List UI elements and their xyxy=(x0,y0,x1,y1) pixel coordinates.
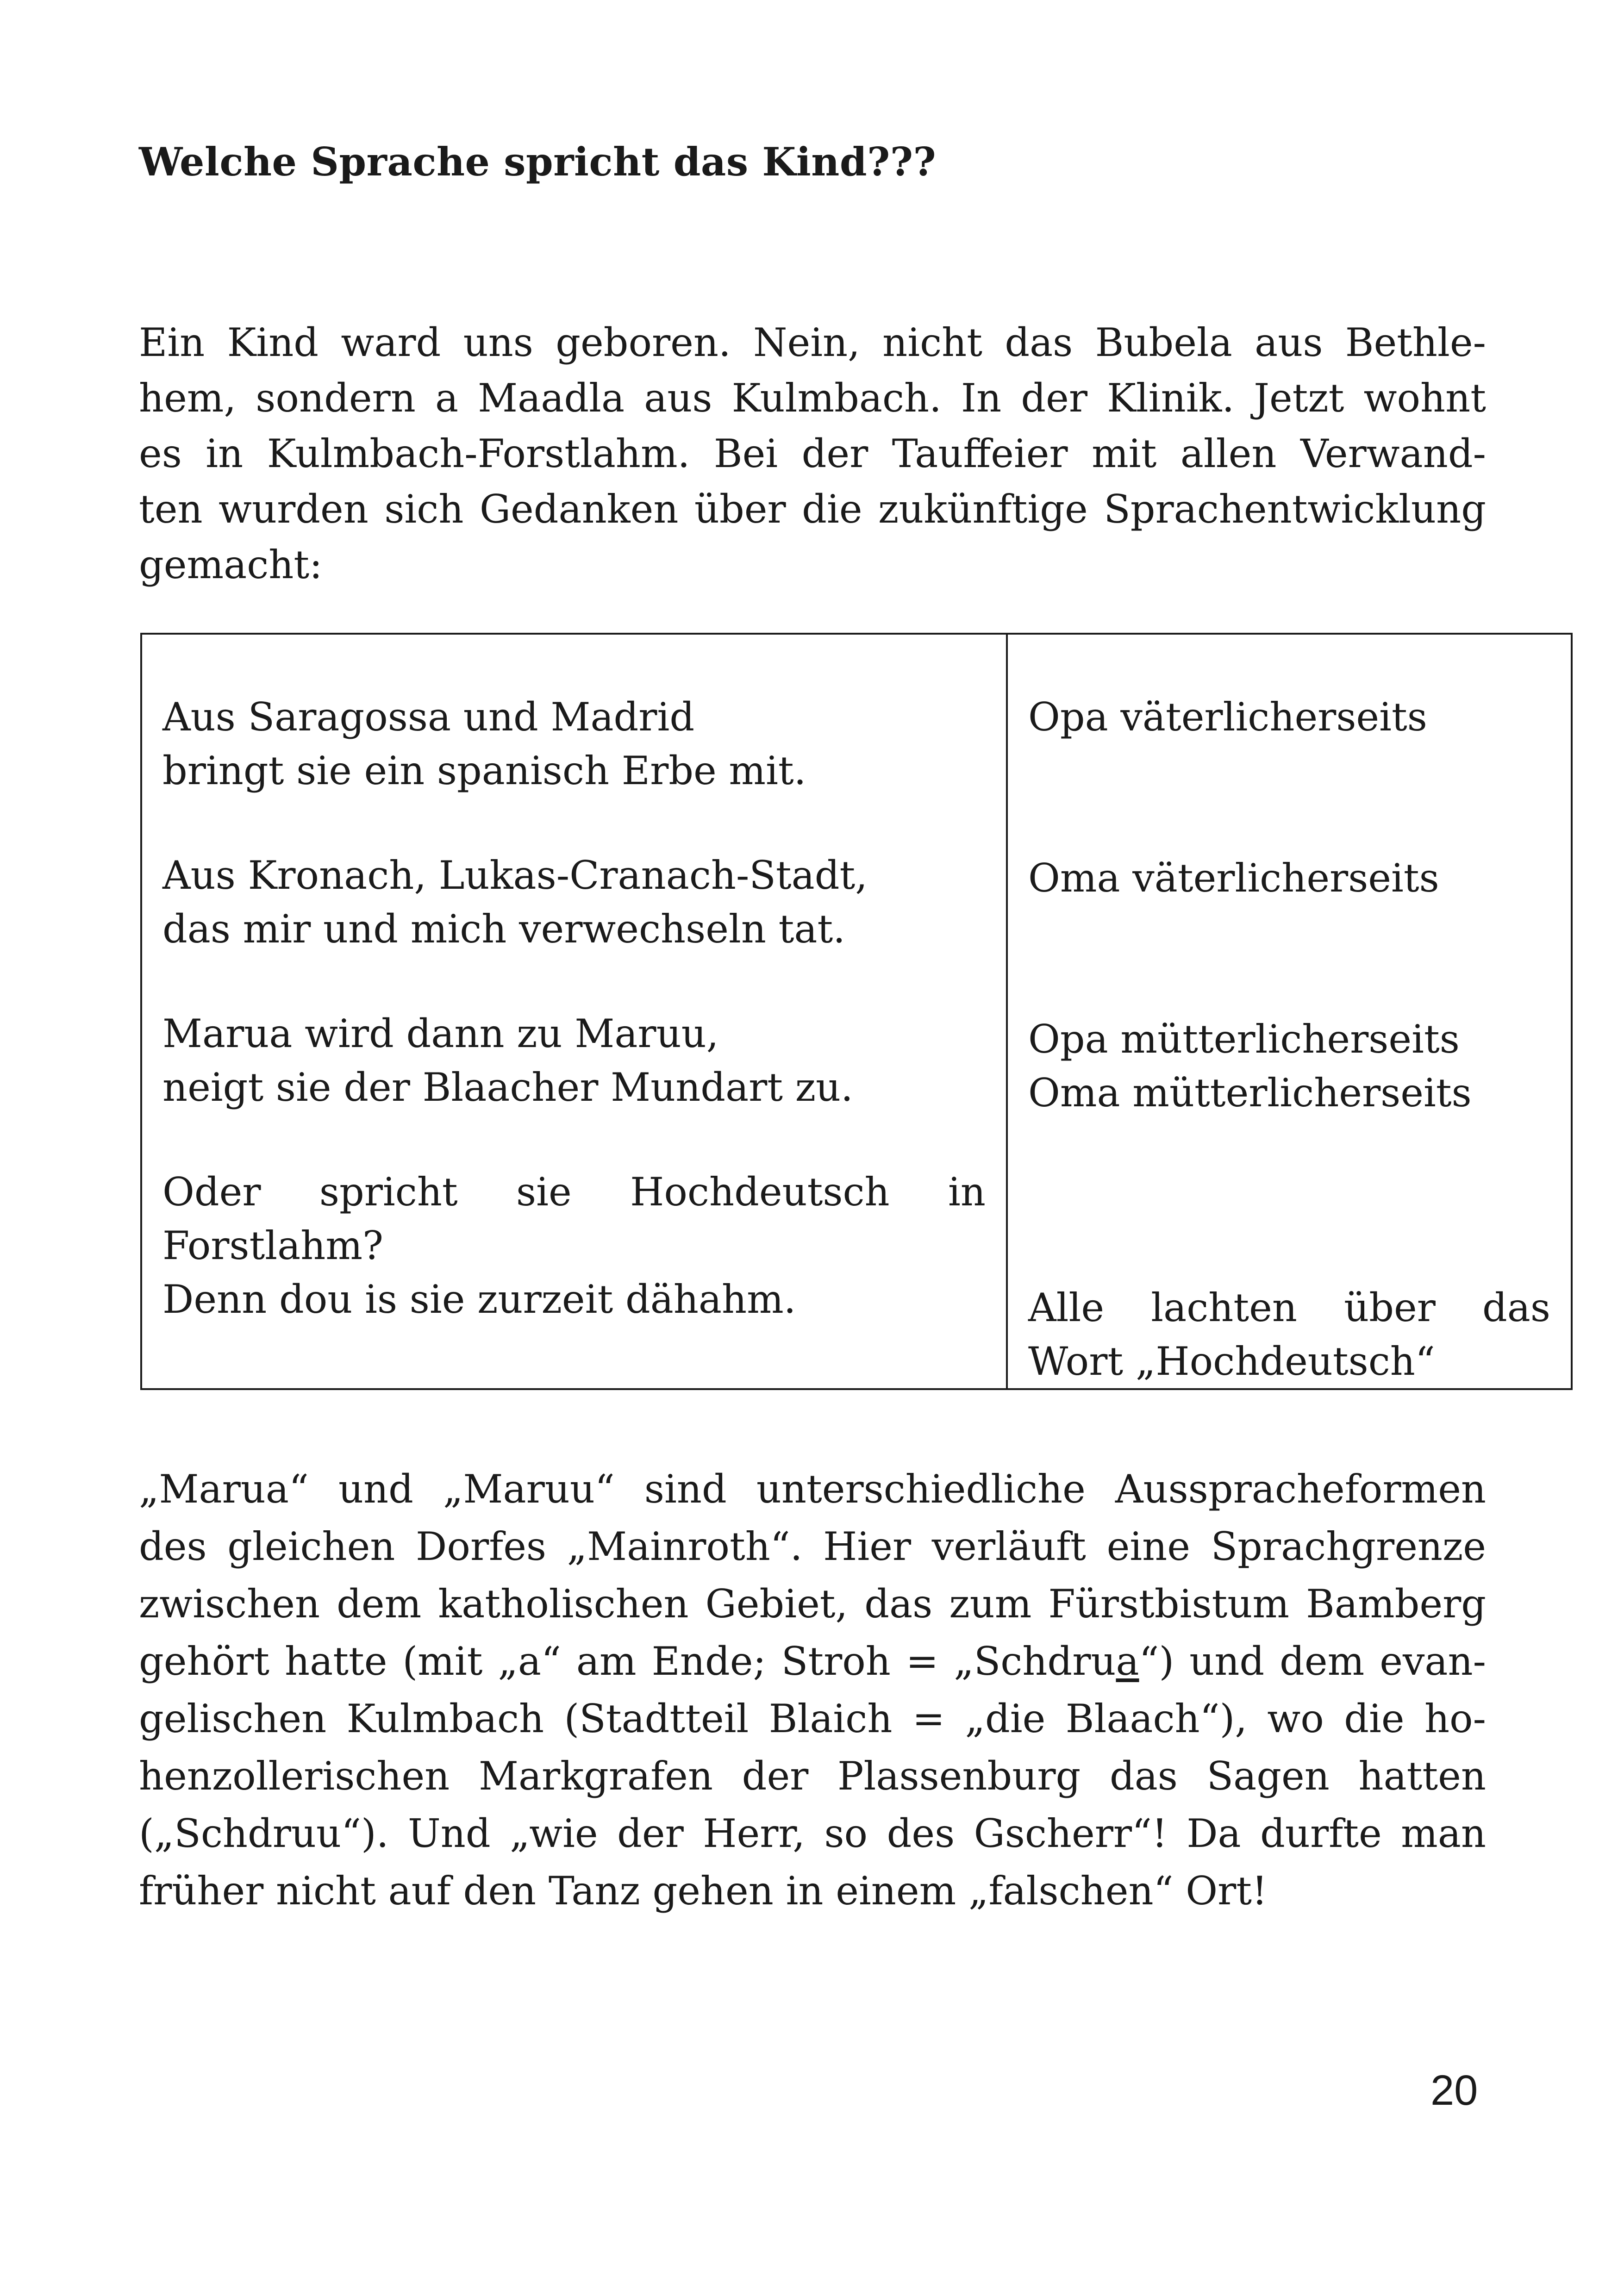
page-title: Welche Sprache spricht das Kind??? xyxy=(139,139,937,185)
verse-line: das mir und mich verwechseln tat. xyxy=(162,906,845,952)
speaker-label: Oma väterlicherseits xyxy=(1028,855,1439,901)
family-verse-table xyxy=(140,633,1573,1390)
verse-stanza xyxy=(162,1007,986,1114)
speaker-label: Wort „Hochdeutsch“ xyxy=(1028,1339,1435,1384)
explanation-line: zwischen dem katholischen Gebiet, das zum Fürstbistum Bamberg xyxy=(139,1581,1486,1627)
speaker-label: Opa väterlicherseits xyxy=(1028,694,1427,740)
explanation-line: („Schdruu“). Und „wie der Herr, so des Gscherr“! Da durfte man xyxy=(139,1811,1486,1856)
verse-stanza xyxy=(162,848,986,956)
intro-line: es in Kulmbach-Forstlahm. Bei der Tauffeier mit allen Verwand- xyxy=(139,431,1486,476)
explanation-line: früher nicht auf den Tanz gehen in einem „falschen“ Ort! xyxy=(139,1868,1268,1914)
intro-line: gemacht: xyxy=(139,542,323,587)
verse-line: bringt sie ein spanisch Erbe mit. xyxy=(162,748,806,793)
explanation-paragraph xyxy=(139,1460,1486,1920)
verse-line: neigt sie der Blaacher Mundart zu. xyxy=(162,1065,853,1110)
speaker-column xyxy=(1007,634,1572,1389)
page-number: 20 xyxy=(1430,2067,1478,2114)
verse-stanza xyxy=(162,690,986,798)
verse-line: Marua wird dann zu Maruu, xyxy=(162,1011,719,1056)
intro-line: hem, sondern a Maadla aus Kulmbach. In der Klinik. Jetzt wohnt xyxy=(139,375,1486,421)
explanation-line: „Marua“ und „Maruu“ sind unterschiedliche Ausspracheformen xyxy=(139,1466,1486,1512)
speaker-label: Opa mütterlicherseits xyxy=(1028,1017,1460,1062)
verse-column xyxy=(141,634,1007,1389)
verse-line: Oder spricht sie Hochdeutsch in xyxy=(162,1169,986,1215)
table-row xyxy=(141,634,1572,1389)
explanation-line: des gleichen Dorfes „Mainroth“. Hier verläuft eine Sprachgrenze xyxy=(139,1524,1486,1569)
intro-paragraph xyxy=(139,315,1486,592)
verse-line: Aus Saragossa und Madrid xyxy=(162,694,695,740)
explanation-text: “) und dem evan- xyxy=(1139,1639,1486,1684)
speaker-label: Oma mütterlicherseits xyxy=(1028,1070,1472,1116)
explanation-line: gelischen Kulmbach (Stadtteil Blaich = „die Blaach“), wo die ho- xyxy=(139,1696,1486,1741)
verse-stanza xyxy=(162,1165,986,1326)
intro-line: Ein Kind ward uns geboren. Nein, nicht das Bubela aus Bethle- xyxy=(139,320,1486,365)
explanation-line xyxy=(139,1633,1486,1690)
intro-line: ten wurden sich Gedanken über die zukünftige Sprachentwicklung xyxy=(139,486,1486,532)
underlined-letter: a xyxy=(1116,1639,1139,1684)
speaker-label: Alle lachten über das xyxy=(1028,1285,1550,1330)
explanation-line: henzollerischen Markgrafen der Plassenburg das Sagen hatten xyxy=(139,1753,1486,1799)
explanation-text: gehört hatte (mit „a“ am Ende; Stroh = „Schdru xyxy=(139,1639,1116,1684)
verse-line: Aus Kronach, Lukas-Cranach-Stadt, xyxy=(162,853,868,898)
verse-line: Forstlahm? xyxy=(162,1223,384,1268)
verse-line: Denn dou is sie zurzeit dähahm. xyxy=(162,1277,796,1322)
